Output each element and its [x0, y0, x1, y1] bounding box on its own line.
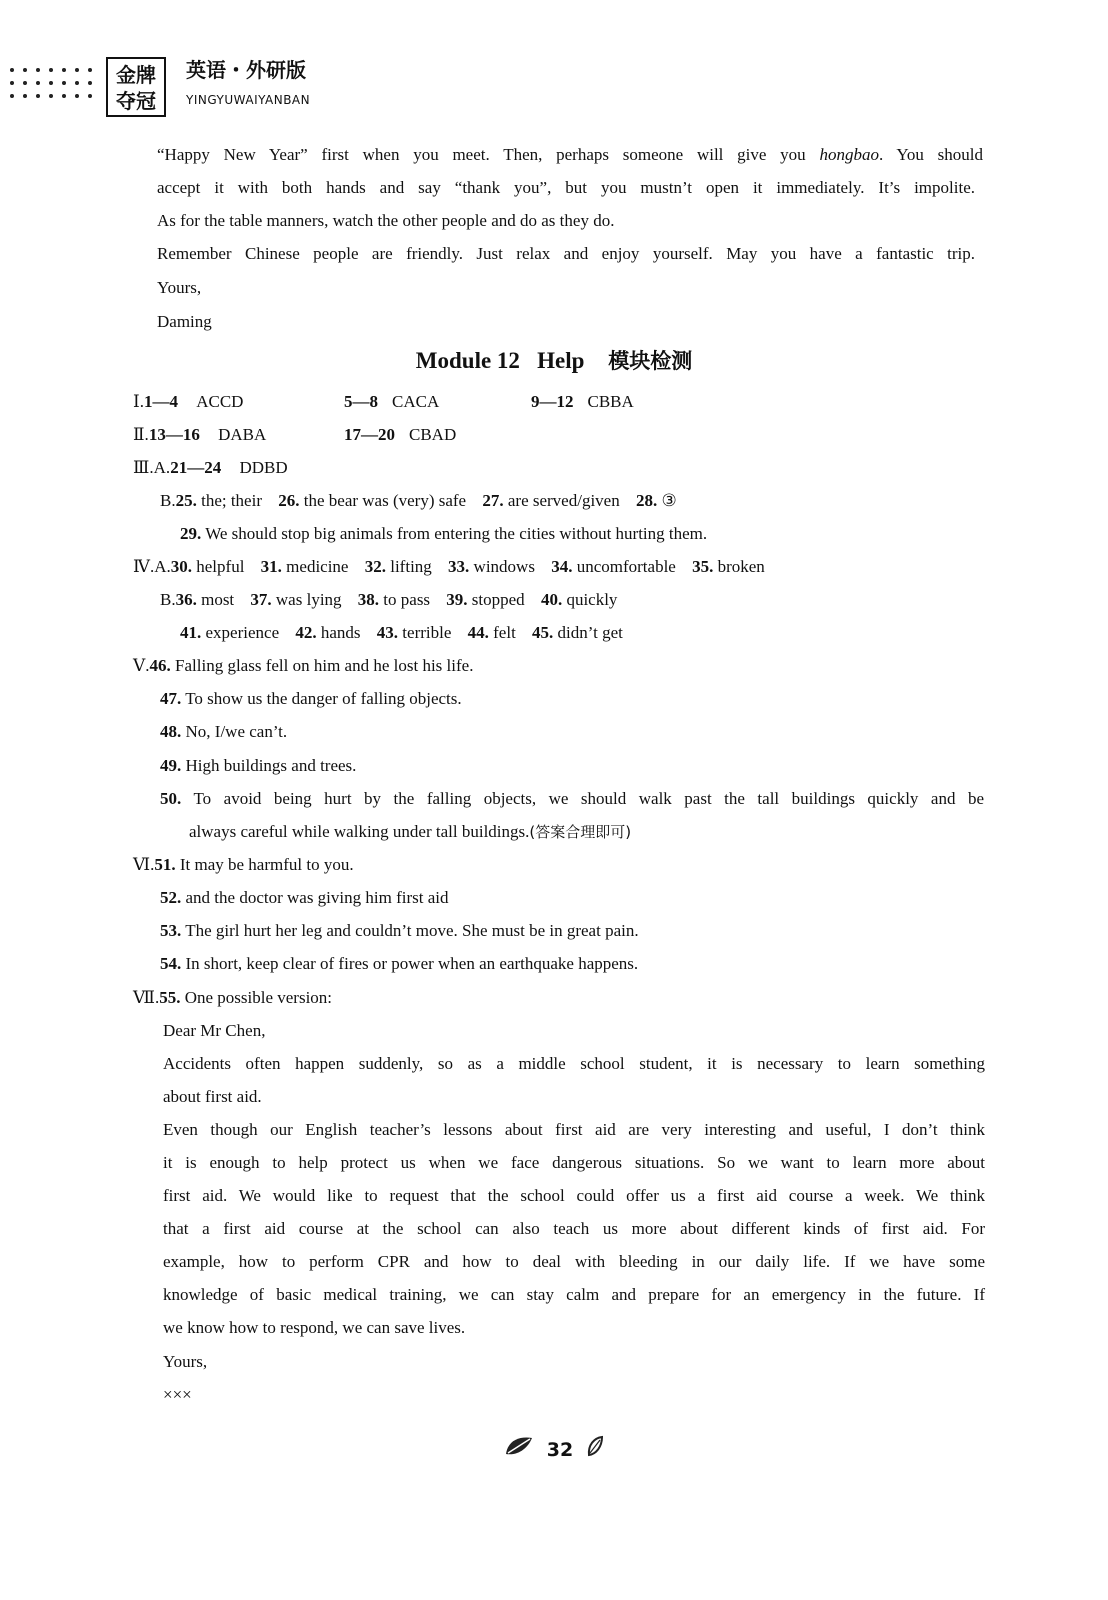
answer: ACCD: [196, 392, 244, 411]
answer-50: [160, 782, 984, 815]
letter-line-2: accept it with both hands and say “thank you”, but you mustn’t open it immediately. It’s impolite.: [157, 178, 975, 197]
answer: experience: [205, 623, 280, 642]
q-number: 36.: [175, 590, 197, 609]
answer: lifting: [390, 557, 432, 576]
answer-48: [160, 715, 287, 748]
page-header: [0, 50, 400, 120]
section-4-label: Ⅳ.: [133, 557, 155, 576]
answer: to pass: [383, 590, 431, 609]
essay-p1-line-2: about first aid.: [163, 1087, 262, 1106]
essay-closing: Yours,: [163, 1352, 208, 1371]
answer: In short, keep clear of fires or power when an earthquake happens.: [185, 954, 639, 973]
q-number: 49.: [160, 756, 182, 775]
q-number: 29.: [180, 524, 202, 543]
note: (答案合理即可): [529, 823, 632, 841]
answer: ③: [661, 491, 677, 510]
essay-signature: ×××: [163, 1385, 192, 1404]
answer: We should stop big animals from entering the cities without hurting them.: [205, 524, 708, 543]
q-range: 5—8: [344, 392, 378, 411]
section-3-a: [133, 451, 288, 484]
answer: CBBA: [587, 392, 634, 411]
q-number: 35.: [692, 557, 714, 576]
answer: DABA: [218, 425, 267, 444]
page-number: 32: [546, 1439, 574, 1461]
q-number: 55.: [159, 988, 181, 1007]
answer: DDBD: [239, 458, 288, 477]
essay-greeting: Dear Mr Chen,: [163, 1021, 266, 1040]
essay-p2-line-4: that a first aid course at the school can also teach us more about different kinds of first aid. For: [163, 1219, 985, 1238]
essay-p2-line-3: first aid. We would like to request that the school could offer us a first aid course a week. We think: [163, 1186, 985, 1205]
answer-55: [133, 981, 332, 1014]
q-number: 30.: [170, 557, 193, 576]
answer-52: [160, 881, 448, 914]
brand-logo: [106, 57, 166, 117]
page-footer: [0, 1434, 1108, 1467]
answer: most: [201, 590, 235, 609]
brand-logo-line2: 夺冠: [116, 89, 156, 113]
answer-29: [180, 517, 707, 550]
part-b: B.: [160, 491, 176, 510]
q-number: 33.: [448, 557, 470, 576]
answer: windows: [473, 557, 535, 576]
section-2-label: Ⅱ.: [133, 425, 149, 444]
answer-49: [160, 749, 356, 782]
section-3-b: [160, 484, 677, 517]
answer-50-cont: [189, 815, 631, 849]
answer: and the doctor was giving him first aid: [185, 888, 449, 907]
essay-p2-line-5: example, how to perform CPR and how to deal with bleeding in our daily life. If we have some: [163, 1252, 985, 1271]
letter-line-1-tail: . You should: [878, 145, 984, 164]
answer: quickly: [566, 590, 618, 609]
answer: To avoid being hurt by the falling objects, we should walk past the tall buildings quickly and be: [193, 789, 985, 808]
brand-logo-line1: 金牌: [116, 63, 156, 87]
section-4-b: [160, 583, 617, 616]
answer: always careful while walking under tall buildings.: [189, 822, 530, 841]
answer: It may be harmful to you.: [179, 855, 354, 874]
module-title: [0, 343, 1108, 379]
section-1-b: [344, 385, 439, 418]
answer-47: [160, 682, 462, 715]
section-2-b: [344, 418, 456, 451]
essay-p2-line-2: it is enough to help protect us when we face dangerous situations. So we want to learn more about: [163, 1153, 985, 1172]
answer: the bear was (very) safe: [303, 491, 467, 510]
essay-p2-line-1: Even though our English teacher’s lessons about first aid are very interesting and useful, I don’t think: [163, 1120, 985, 1139]
answer-51: [133, 848, 354, 881]
q-number: 28.: [635, 491, 658, 510]
q-number: 53.: [160, 921, 182, 940]
answer: CBAD: [409, 425, 457, 444]
answer: medicine: [286, 557, 349, 576]
q-number: 27.: [482, 491, 504, 510]
q-number: 54.: [160, 954, 182, 973]
q-range: 1—4: [143, 392, 178, 411]
leaf-left-icon: [504, 1434, 534, 1467]
answer: High buildings and trees.: [185, 756, 357, 775]
book-subtitle: YINGYUWAIYANBAN: [186, 93, 311, 107]
answer: helpful: [196, 557, 245, 576]
answer: broken: [717, 557, 765, 576]
answer: To show us the danger of falling objects.: [185, 689, 462, 708]
answer: was lying: [275, 590, 342, 609]
leaf-right-icon: [586, 1435, 604, 1466]
q-range: 13—16: [148, 425, 200, 444]
letter-signature: Daming: [157, 312, 212, 331]
letter-line-1-text: “Happy New Year” first when you meet. Then, perhaps someone will give you: [157, 145, 806, 164]
book-title: 英语・外研版: [186, 58, 306, 82]
q-number: 34.: [551, 557, 573, 576]
q-number: 38.: [357, 590, 380, 609]
letter-closing: Yours,: [157, 278, 202, 297]
answer-53: [160, 914, 639, 947]
essay-p2-line-6: knowledge of basic medical training, we can stay calm and prepare for an emergency in the future. If: [163, 1285, 985, 1304]
section-1-c: [531, 385, 634, 418]
q-number: 39.: [446, 590, 468, 609]
q-number: 46.: [149, 656, 171, 675]
section-1-label: Ⅰ.: [133, 392, 144, 411]
essay-p1-line-1: Accidents often happen suddenly, so as a middle school student, it is necessary to learn something: [163, 1054, 985, 1073]
answer: One possible version:: [184, 988, 333, 1007]
answer: didn’t get: [557, 623, 623, 642]
answer: CACA: [392, 392, 440, 411]
answer-54: [160, 947, 638, 980]
answer: hands: [320, 623, 361, 642]
section-7-label: Ⅶ.: [133, 988, 160, 1007]
essay-p2-line-7: we know how to respond, we can save lives.: [163, 1318, 466, 1337]
letter-line-1: [157, 138, 983, 171]
answer: No, I/we can’t.: [185, 722, 288, 741]
q-range: 17—20: [344, 425, 395, 444]
q-number: 52.: [160, 888, 182, 907]
letter-line-4: Remember Chinese people are friendly. Just relax and enjoy yourself. May you have a fantastic trip.: [157, 244, 975, 263]
decorative-dots: [10, 68, 100, 108]
section-2: [133, 418, 266, 451]
q-number: 32.: [364, 557, 386, 576]
module-title-en: Module 12 Help: [415, 348, 585, 373]
section-4-a: [133, 550, 765, 583]
answer: Falling glass fell on him and he lost his life.: [175, 656, 474, 675]
q-number: 37.: [250, 590, 272, 609]
answer-46: [133, 649, 473, 682]
q-number: 26.: [278, 491, 300, 510]
q-range: 9—12: [531, 392, 574, 411]
q-number: 47.: [160, 689, 182, 708]
q-number: 41.: [180, 623, 202, 642]
q-number: 44.: [467, 623, 489, 642]
answer: terrible: [402, 623, 452, 642]
answer: are served/given: [507, 491, 620, 510]
q-number: 50.: [160, 789, 182, 808]
letter-line-3: As for the table manners, watch the other people and do as they do.: [157, 211, 615, 230]
answer: uncomfortable: [576, 557, 676, 576]
q-range: 21—24: [170, 458, 222, 477]
section-1: [133, 385, 243, 418]
answer: felt: [493, 623, 516, 642]
q-number: 51.: [154, 855, 176, 874]
hongbao-italic: hongbao: [819, 145, 879, 164]
q-number: 31.: [260, 557, 282, 576]
part-b: B.: [160, 590, 176, 609]
q-number: 45.: [532, 623, 554, 642]
part-a: A.: [154, 557, 171, 576]
q-number: 48.: [160, 722, 182, 741]
q-number: 42.: [295, 623, 317, 642]
q-number: 40.: [540, 590, 563, 609]
module-title-cn: 模块检测: [608, 349, 693, 373]
section-3-label: Ⅲ.: [133, 458, 154, 477]
answer: the; their: [201, 491, 262, 510]
answer: stopped: [471, 590, 525, 609]
answer: The girl hurt her leg and couldn’t move. She must be in great pain.: [185, 921, 639, 940]
section-6-label: Ⅵ.: [133, 855, 155, 874]
q-number: 25.: [175, 491, 197, 510]
q-number: 43.: [376, 623, 399, 642]
section-5-label: Ⅴ.: [133, 656, 150, 675]
part-a: A.: [153, 458, 171, 477]
section-4-b-2: [180, 616, 623, 649]
